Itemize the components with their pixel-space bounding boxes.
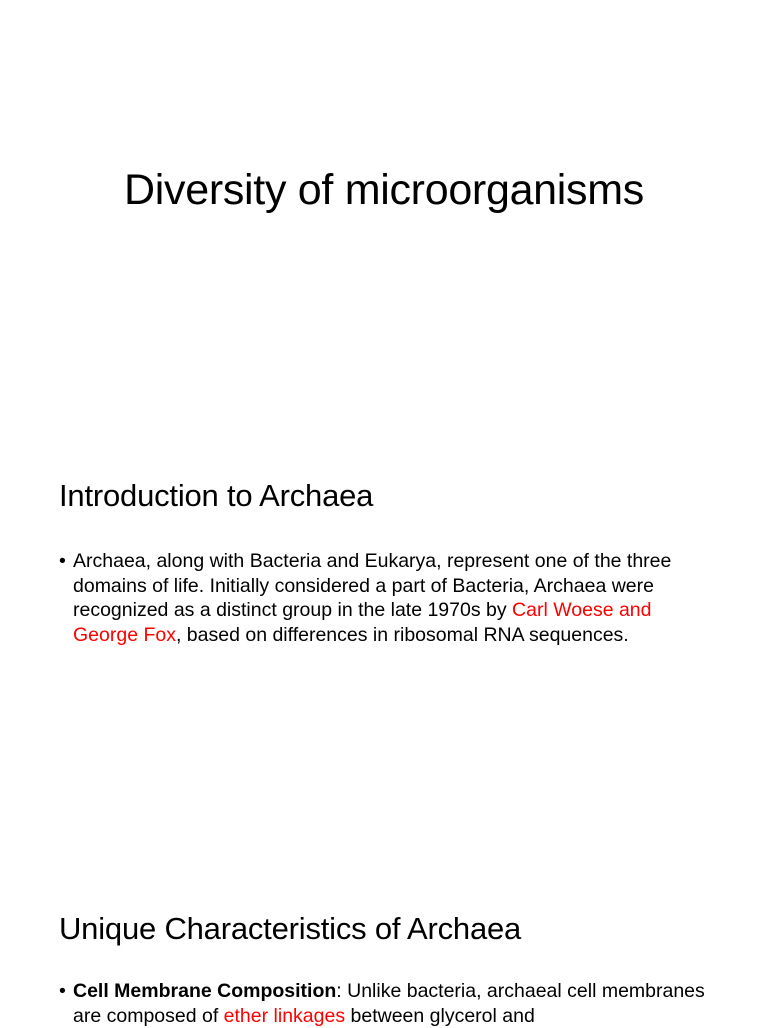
intro-highlight-names: Carl Woese and George Fox [73, 599, 652, 646]
unique-text-part1: : Unlike bacteria, archaeal cell membranes are composed of [73, 980, 705, 1027]
intro-text-part2: , based on differences in ribosomal RNA sequences. [175, 623, 629, 646]
page-title: Diversity of microorganisms [124, 166, 644, 214]
bullet-icon: • [59, 550, 66, 572]
unique-bullet-item [59, 979, 719, 1028]
unique-text-part2: between glycerol and [345, 1004, 535, 1027]
unique-term-cell-membrane: Cell Membrane Composition [73, 980, 337, 1002]
intro-text-part1: Archaea, along with Bacteria and Eukarya, represent one of the three domains of life. Initially considered a part of Bacteria, Archaea were recognized as a distinct group in the late 1970s by [73, 550, 672, 621]
section-heading-introduction: Introduction to Archaea [59, 478, 374, 513]
unique-highlight-ether-linkages: ether linkages [223, 1004, 346, 1027]
section-heading-unique-characteristics: Unique Characteristics of Archaea [59, 911, 522, 946]
intro-bullet-list [59, 549, 719, 647]
intro-bullet-item [59, 549, 719, 647]
bullet-icon: • [59, 980, 66, 1002]
unique-bullet-list [59, 979, 719, 1028]
